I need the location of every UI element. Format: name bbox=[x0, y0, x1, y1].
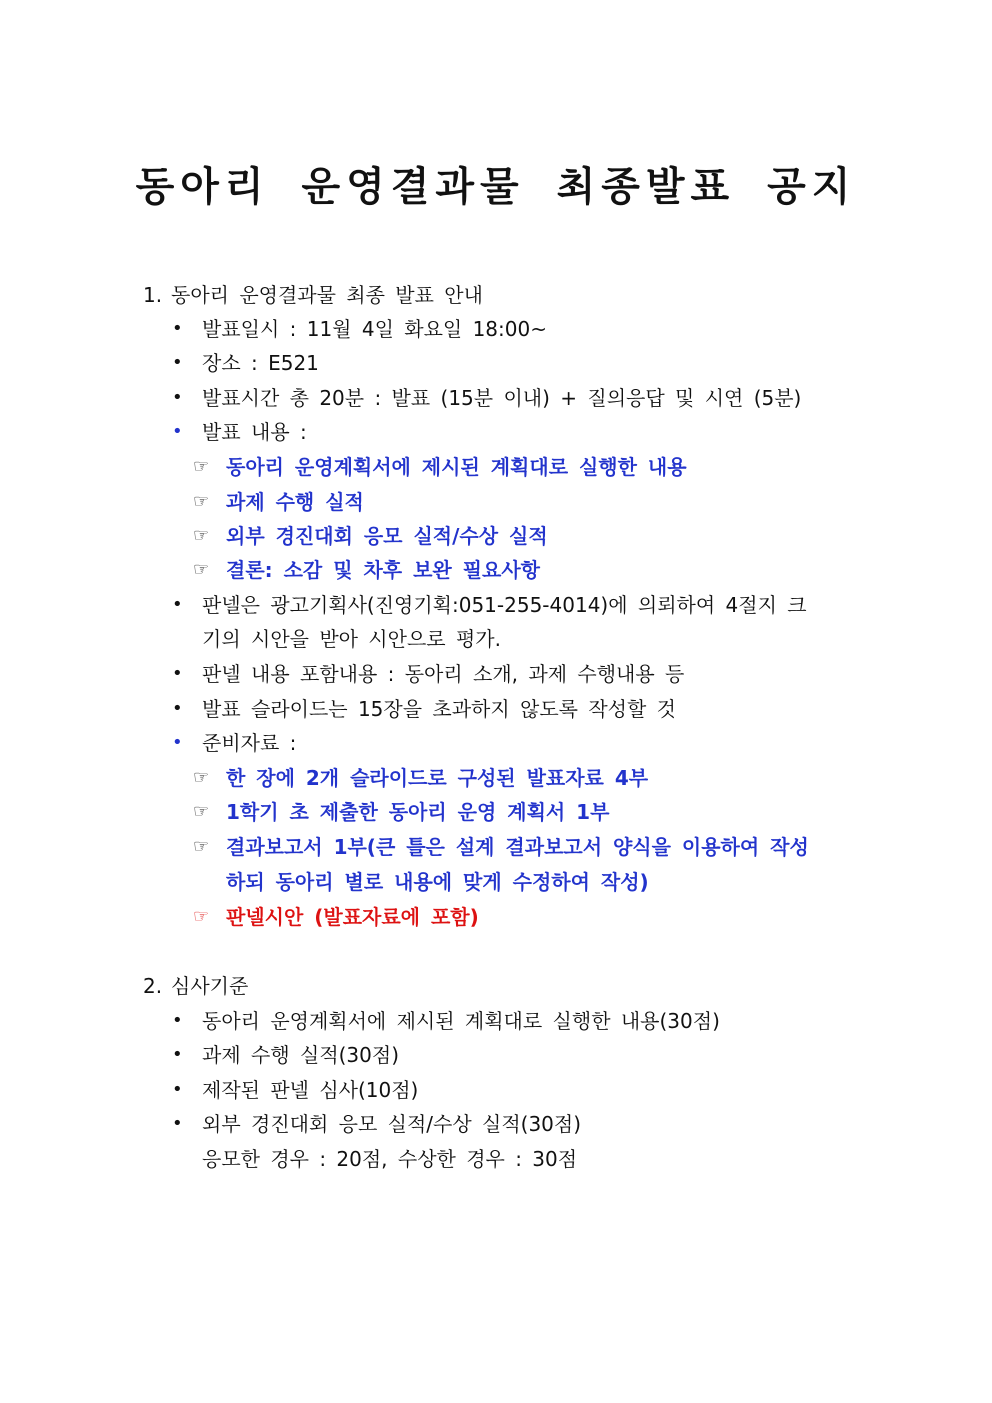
pointer-icon: ☞ bbox=[193, 801, 210, 822]
bullet-icon: • bbox=[172, 318, 183, 339]
list-item: 판넬 내용 포함내용 : 동아리 소개, 과제 수행내용 등 bbox=[202, 662, 685, 686]
sub-list-item: 한 장에 2개 슬라이드로 구성된 발표자료 4부 bbox=[226, 766, 649, 790]
bullet-icon: • bbox=[172, 352, 183, 373]
bullet-icon: • bbox=[172, 1113, 183, 1134]
section-2-heading: 심사기준 bbox=[171, 974, 249, 998]
pointer-icon: ☞ bbox=[193, 525, 210, 546]
bullet-icon: • bbox=[172, 663, 183, 684]
section-1-heading: 동아리 운영결과물 최종 발표 안내 bbox=[171, 283, 483, 307]
list-item: 판넬은 광고기획사(진영기획:051-255-4014)에 의뢰하여 4절지 크 bbox=[202, 593, 807, 617]
sub-list-item: 결과보고서 1부(큰 틀은 설계 결과보고서 양식을 이용하여 작성 bbox=[226, 835, 809, 859]
page-title: 동아리 운영결과물 최종발표 공지 bbox=[135, 164, 857, 210]
section-2-number: 2. bbox=[143, 974, 163, 998]
pointer-icon: ☞ bbox=[193, 906, 210, 927]
list-item-continuation: 기의 시안을 받아 시안으로 평가. bbox=[202, 627, 501, 651]
list-item: 외부 경진대회 응모 실적/수상 실적(30점) bbox=[202, 1112, 582, 1136]
list-item: 제작된 판넬 심사(10점) bbox=[202, 1078, 419, 1102]
bullet-icon: • bbox=[172, 1079, 183, 1100]
sub-list-item: 외부 경진대회 응모 실적/수상 실적 bbox=[226, 524, 548, 548]
bullet-icon: • bbox=[172, 387, 183, 408]
section-1-number: 1. bbox=[143, 283, 163, 307]
bullet-icon: • bbox=[172, 732, 183, 753]
bullet-icon: • bbox=[172, 1044, 183, 1065]
list-item: 준비자료 : bbox=[202, 731, 297, 755]
sub-list-item: 과제 수행 실적 bbox=[226, 490, 364, 514]
bullet-icon: • bbox=[172, 594, 183, 615]
list-item-note: 응모한 경우 : 20점, 수상한 경우 : 30점 bbox=[202, 1147, 578, 1171]
list-item: 발표시간 총 20분 : 발표 (15분 이내) + 질의응답 및 시연 (5분) bbox=[202, 386, 802, 410]
bullet-icon: • bbox=[172, 698, 183, 719]
bullet-icon: • bbox=[172, 1010, 183, 1031]
bullet-icon: • bbox=[172, 421, 183, 442]
pointer-icon: ☞ bbox=[193, 836, 210, 857]
sub-list-item: 결론: 소감 및 차후 보완 필요사항 bbox=[226, 558, 540, 582]
sub-list-item-highlight: 판넬시안 (발표자료에 포함) bbox=[226, 905, 479, 929]
list-item: 발표 슬라이드는 15장을 초과하지 않도록 작성할 것 bbox=[202, 697, 676, 721]
sub-list-item: 동아리 운영계획서에 제시된 계획대로 실행한 내용 bbox=[226, 455, 687, 479]
list-item: 발표 내용 : bbox=[202, 420, 307, 444]
pointer-icon: ☞ bbox=[193, 491, 210, 512]
list-item: 발표일시 : 11월 4일 화요일 18:00~ bbox=[202, 317, 547, 341]
list-item: 과제 수행 실적(30점) bbox=[202, 1043, 400, 1067]
sub-list-item: 1학기 초 제출한 동아리 운영 계획서 1부 bbox=[226, 800, 610, 824]
sub-list-item-continuation: 하되 동아리 별로 내용에 맞게 수정하여 작성) bbox=[226, 870, 649, 894]
list-item: 장소 : E521 bbox=[202, 351, 319, 375]
pointer-icon: ☞ bbox=[193, 767, 210, 788]
pointer-icon: ☞ bbox=[193, 456, 210, 477]
list-item: 동아리 운영계획서에 제시된 계획대로 실행한 내용(30점) bbox=[202, 1009, 720, 1033]
pointer-icon: ☞ bbox=[193, 559, 210, 580]
